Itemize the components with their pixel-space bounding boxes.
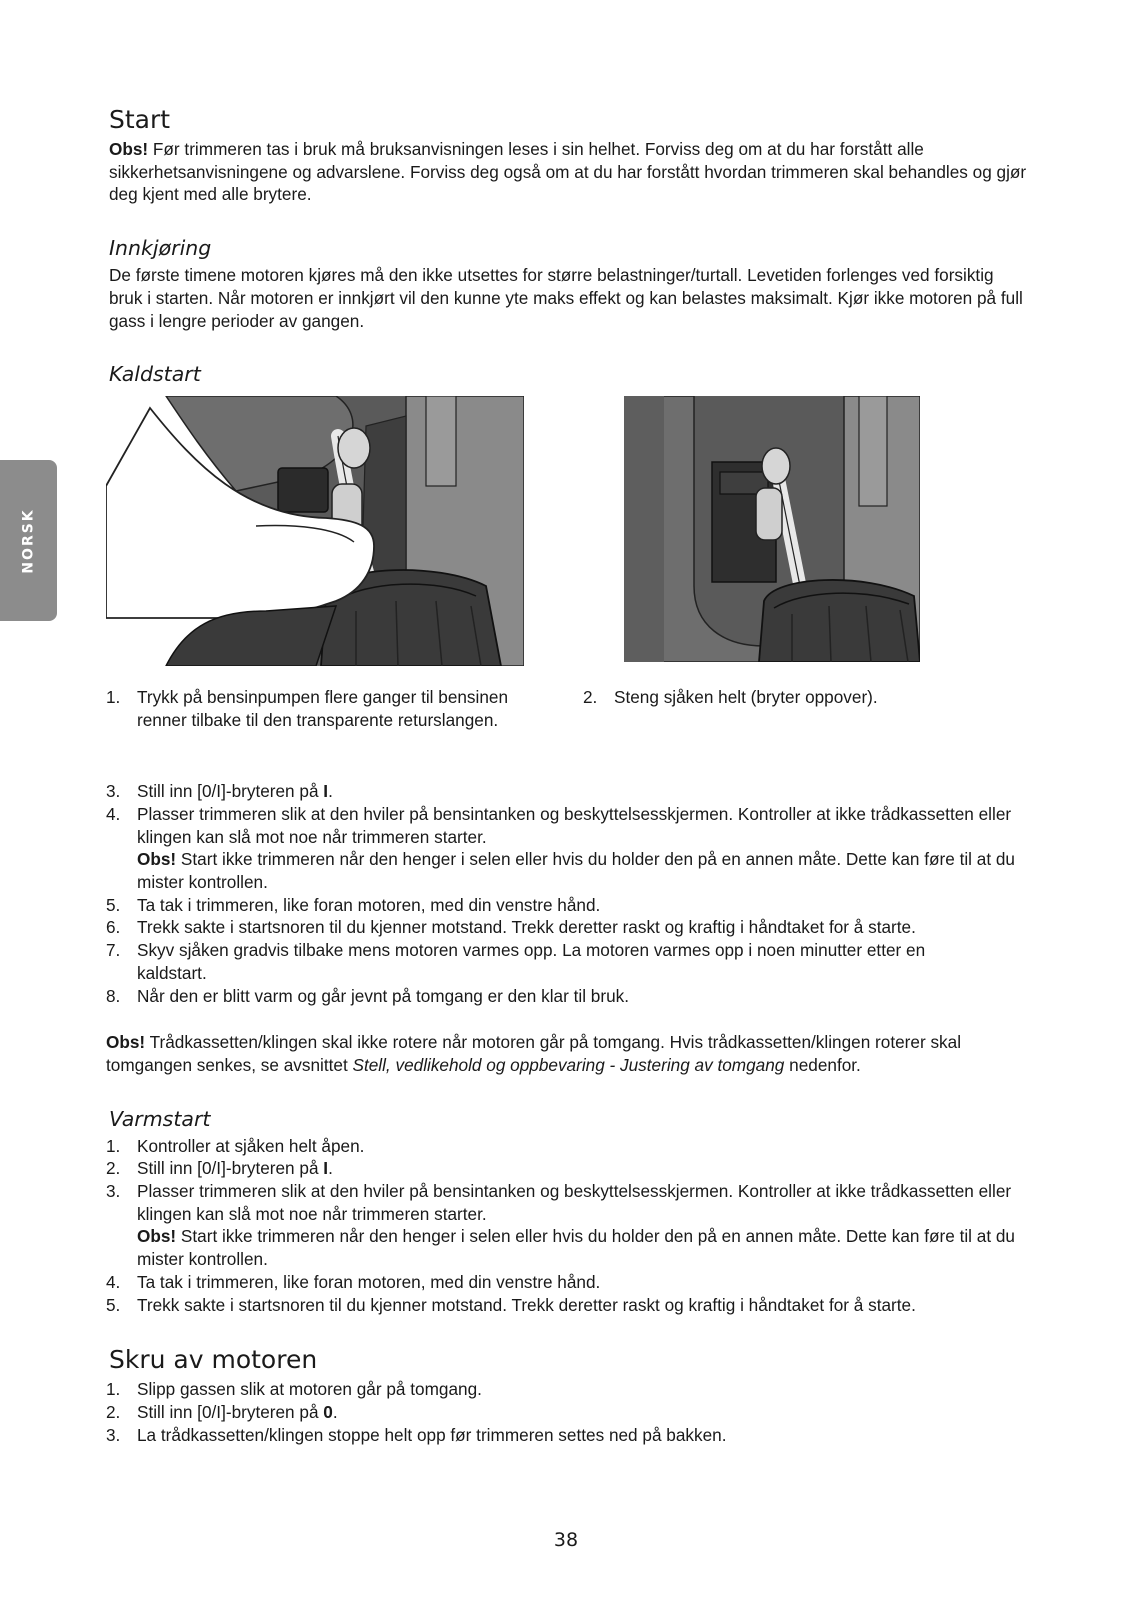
step-number: 4. [106,803,121,824]
obs-label: Obs! [137,1226,177,1247]
caption-2-number: 2. [583,687,598,708]
switch-position: I [323,1158,329,1179]
caption-1-number: 1. [106,687,121,708]
caption-2-text: Steng sjåken helt (bryter oppover). [614,687,878,708]
step-text: La trådkassetten/klingen stoppe helt opp før trimmeren settes ned på bakken. [137,1424,727,1445]
start-obs-paragraph [109,138,1029,206]
step-text-main: Plasser trimmeren slik at den hviler på bensintanken og beskyttelsesskjermen. Kontroller at ikke trådkassetten eller klingen kan slå mot noe når trimmeren starter. [137,1181,1012,1224]
list-item [106,780,1029,803]
switch-position: I [323,781,329,802]
step-number: 6. [106,917,121,938]
caption-1-text: Trykk på bensinpumpen flere ganger til bensinen renner tilbake til den transparente returslangen. [137,687,509,730]
step-text-pre: Still inn [0/I]-bryteren på [137,781,324,802]
switch-position: 0 [323,1401,333,1422]
caption-step-2 [583,686,1023,709]
kaldstart-steps [106,780,1029,1007]
note-text-pre: Trådkassetten/klingen skal ikke rotere når motoren går på tomgang. Hvis trådkassetten/klingen roterer skal tomgangen senkes, se avsnittet [106,1032,962,1075]
list-item [106,894,1029,917]
figure-choke-lever [624,396,920,662]
step-number: 1. [106,1135,121,1156]
step-number: 5. [106,1294,121,1315]
step-text-pre: Still inn [0/I]-bryteren på [137,1401,324,1422]
step-number: 7. [106,940,121,961]
step-number: 1. [106,1379,121,1400]
step-text-post: . [332,1401,338,1422]
step-number: 3. [106,1424,121,1445]
page-number: 38 [553,1529,579,1551]
step-text: Kontroller at sjåken helt åpen. [137,1135,365,1156]
innkjoring-text: De første timene motoren kjøres må den ikke utsettes for større belastninger/turtall. Levetiden forlenges ved forsiktig bruk i starten. Når motoren er innkjørt vil den kunne yte maks effekt og kan belastes maksimalt. Kjør ikke motoren på full gass i lengre perioder av gangen. [109,265,1023,331]
note-text-post: nedenfor. [784,1054,861,1075]
step-text [137,780,1029,803]
obs-label: Obs! [106,1032,146,1053]
list-item [106,1401,1029,1424]
kaldstart-figures [109,396,1029,666]
skru-av-steps [106,1378,1029,1446]
step-text: Skyv sjåken gradvis tilbake mens motoren varmes opp. La motoren varmes opp i noen minutter etter en kaldstart. [137,940,926,983]
step-text-pre: Still inn [0/I]-bryteren på [137,1158,324,1179]
step-text-post: . [328,1158,333,1179]
step-text [137,1401,1029,1424]
language-tab-label: NORSK [20,507,37,574]
step-text [137,1157,1029,1180]
list-item [106,803,1029,894]
list-item [106,939,1029,984]
list-item [106,1378,1029,1401]
primer-bulb-illustration [106,396,524,666]
obs-label: Obs! [109,139,149,159]
figure-primer-bulb [106,396,524,666]
step-number: 2. [106,1158,121,1179]
step-number: 3. [106,781,121,802]
note-reference: Stell, vedlikehold og oppbevaring - Justering av tomgang [352,1054,785,1075]
language-tab [0,460,57,621]
step-text-main: Plasser trimmeren slik at den hviler på bensintanken og beskyttelsesskjermen. Kontroller at ikke trådkassetten eller klingen kan slå mot noe når trimmeren starter. [137,803,1012,847]
start-obs-text: Før trimmeren tas i bruk må bruksanvisningen leses i sin helhet. Forviss deg om at du har forstått alle sikkerhetsanvisningene og advarslene. Forviss deg også om at du har forstått hvordan trimmeren skal behandles og gjør deg kjent med alle brytere. [109,139,1027,205]
obs-text: Start ikke trimmeren når den henger i selen eller hvis du holder den på en annen måte. Dette kan føre til at du mister kontrollen. [137,1226,1015,1270]
step-text: Slipp gassen slik at motoren går på tomgang. [137,1379,482,1400]
step-text: Når den er blitt varm og går jevnt på tomgang er den klar til bruk. [137,985,629,1006]
section-heading-skru-av: Skru av motoren [109,1345,318,1375]
list-item [106,1424,1029,1447]
caption-step-1 [106,686,526,731]
step-number: 3. [106,1181,121,1202]
step-number: 4. [106,1271,121,1292]
step-text [137,1180,1029,1271]
choke-lever-illustration [624,396,920,662]
kaldstart-note [106,1031,1029,1076]
varmstart-steps [106,1135,1029,1317]
list-item [106,916,1029,939]
list-item [106,1271,1029,1294]
list-item [106,1135,1029,1158]
step-text: Trekk sakte i startsnoren til du kjenner motstand. Trekk deretter raskt og kraftig i håndtaket for å starte. [137,1294,916,1315]
section-heading-start: Start [109,105,171,134]
page-content [106,104,1029,1446]
kaldstart-captions [106,686,1029,732]
obs-label: Obs! [137,849,177,870]
step-text: Ta tak i trimmeren, like foran motoren, med din venstre hånd. [137,1271,601,1292]
list-item [106,1294,1029,1317]
step-text: Trekk sakte i startsnoren til du kjenner motstand. Trekk deretter raskt og kraftig i håndtaket for å starte. [137,917,916,938]
step-number: 5. [106,894,121,915]
list-item [106,985,1029,1008]
step-number: 2. [106,1401,121,1422]
step-text-post: . [328,781,333,802]
step-text: Ta tak i trimmeren, like foran motoren, med din venstre hånd. [137,894,601,915]
step-number: 8. [106,985,121,1006]
list-item [106,1157,1029,1180]
step-text [137,803,1029,894]
list-item [106,1180,1029,1271]
obs-text: Start ikke trimmeren når den henger i selen eller hvis du holder den på en annen måte. Dette kan føre til at du mister kontrollen. [137,849,1015,893]
section-heading-varmstart: Varmstart [109,1106,211,1131]
section-heading-innkjoring: Innkjøring [109,236,212,261]
section-heading-kaldstart: Kaldstart [109,362,201,387]
